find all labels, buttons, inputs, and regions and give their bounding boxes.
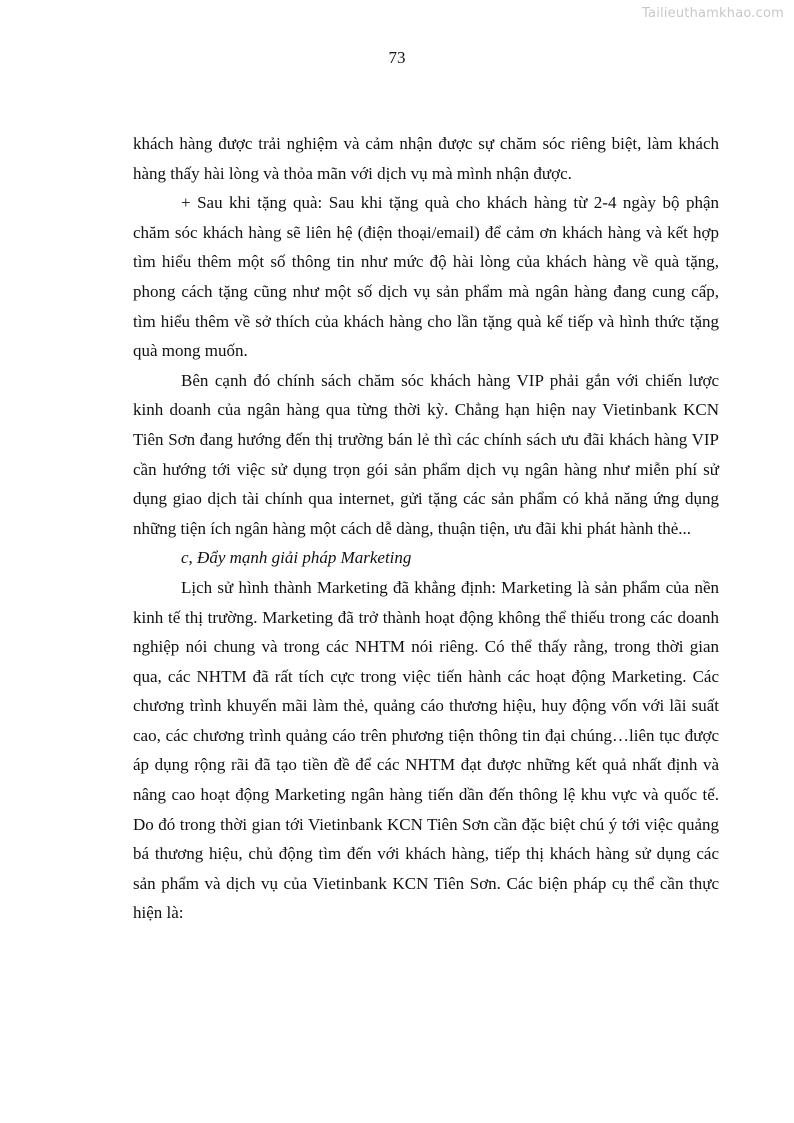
body-text	[133, 129, 719, 928]
paragraph-after-gift: + Sau khi tặng quà: Sau khi tặng quà cho khách hàng từ 2-4 ngày bộ phận chăm sóc khách hàng sẽ liên hệ (điện thoại/email) để cảm ơn khách hàng và kết hợp tìm hiểu thêm một số thông tin như mức độ hài lòng của khách hàng về quà tặng, phong cách tặng cũng như một số dịch vụ sản phẩm mà ngân hàng đang cung cấp, tìm hiểu thêm về sở thích của khách hàng cho lần tặng quà kế tiếp và hình thức tặng quà mong muốn.	[133, 193, 719, 361]
page-number: 73	[388, 48, 406, 67]
paragraph-vip-policy: Bên cạnh đó chính sách chăm sóc khách hàng VIP phải gắn với chiến lược kinh doanh của ngân hàng qua từng thời kỳ. Chẳng hạn hiện nay Vietinbank KCN Tiên Sơn đang hướng đến thị trường bán lẻ thì các chính sách ưu đãi khách hàng VIP cần hướng tới việc sử dụng trọn gói sản phẩm dịch vụ ngân hàng như miễn phí sử dụng giao dịch tài chính qua internet, gửi tặng các sản phẩm có khả năng ứng dụng những tiện ích ngân hàng một cách dễ dàng, thuận tiện, ưu đãi khi phát hành thẻ...	[133, 370, 719, 538]
section-heading-marketing: c, Đẩy mạnh giải pháp Marketing	[181, 548, 412, 568]
paragraph-marketing: Lịch sử hình thành Marketing đã khẳng định: Marketing là sản phẩm của nền kinh tế thị trường. Marketing đã trở thành hoạt động không thể thiếu trong các doanh nghiệp nói chung và trong các NHTM nói riêng. Có thể thấy rằng, trong thời gian qua, các NHTM đã rất tích cực trong việc tiến hành các hoạt động Marketing. Các chương trình khuyến mãi làm thẻ, quảng cáo thương hiệu, huy động vốn với lãi suất cao, các chương trình quảng cáo trên phương tiện thông tin đại chúng…liên tục được áp dụng rộng rãi đã tạo tiền đề để các NHTM đạt được những kết quả nhất định và nâng cao hoạt động Marketing ngân hàng tiến dần đến thông lệ khu vực và quốc tế. Do đó trong thời gian tới Vietinbank KCN Tiên Sơn cần đặc biệt chú ý tới việc quảng bá thương hiệu, chủ động tìm đến với khách hàng, tiếp thị khách hàng sử dụng các sản phẩm và dịch vụ của Vietinbank KCN Tiên Sơn. Các biện pháp cụ thể cần thực hiện là:	[133, 577, 719, 923]
watermark: Tailieuthamkhao.com	[642, 6, 784, 21]
paragraph-continuation: khách hàng được trải nghiệm và cảm nhận được sự chăm sóc riêng biệt, làm khách hàng thấy hài lòng và thỏa mãn với dịch vụ mà mình nhận được.	[133, 134, 719, 183]
